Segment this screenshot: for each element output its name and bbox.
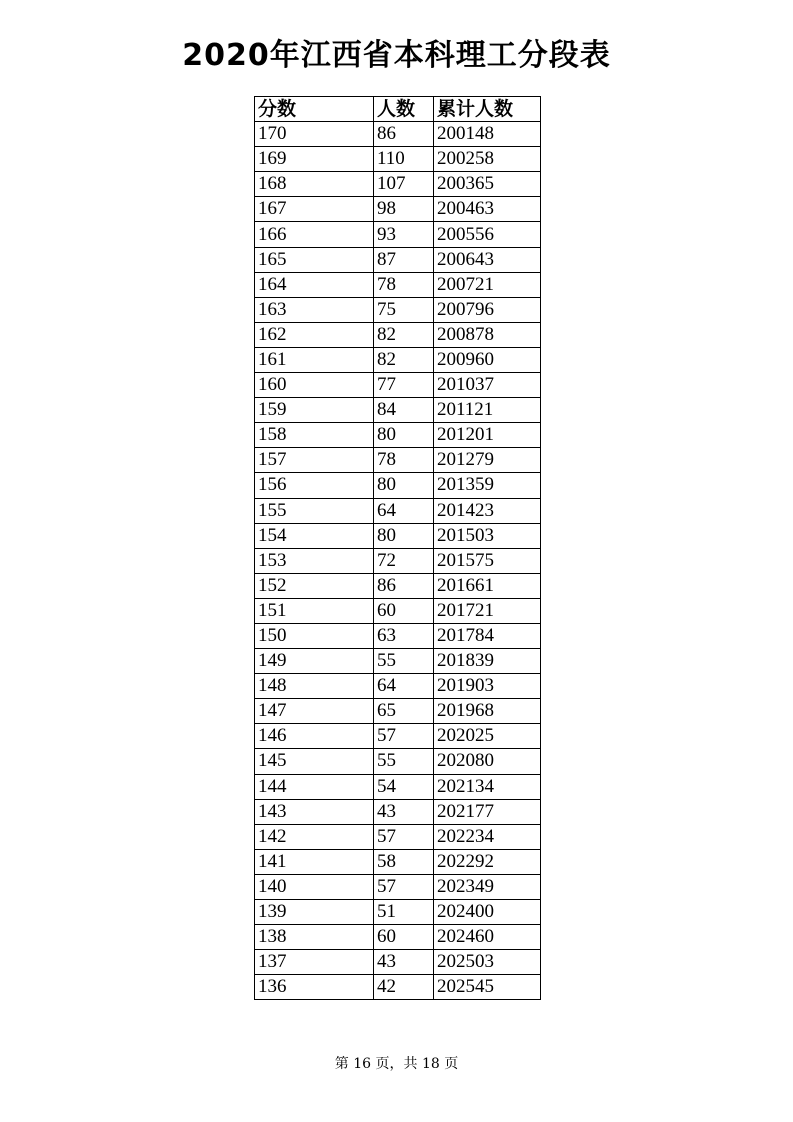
table-row bbox=[255, 799, 541, 824]
cell-score: 139 bbox=[255, 900, 374, 925]
cell-score: 152 bbox=[255, 573, 374, 598]
cell-score: 146 bbox=[255, 724, 374, 749]
cell-cumulative: 200878 bbox=[434, 322, 541, 347]
cell-count: 57 bbox=[374, 874, 434, 899]
table-row bbox=[255, 523, 541, 548]
table-row bbox=[255, 172, 541, 197]
table-row bbox=[255, 498, 541, 523]
cell-cumulative: 202460 bbox=[434, 925, 541, 950]
cell-count: 110 bbox=[374, 147, 434, 172]
cell-cumulative: 200796 bbox=[434, 297, 541, 322]
cell-cumulative: 202400 bbox=[434, 900, 541, 925]
cell-cumulative: 201503 bbox=[434, 523, 541, 548]
table-row bbox=[255, 272, 541, 297]
table-row bbox=[255, 774, 541, 799]
cell-score: 154 bbox=[255, 523, 374, 548]
cell-cumulative: 201903 bbox=[434, 674, 541, 699]
cell-score: 156 bbox=[255, 473, 374, 498]
table-row bbox=[255, 473, 541, 498]
table-row bbox=[255, 573, 541, 598]
cell-score: 138 bbox=[255, 925, 374, 950]
table-row bbox=[255, 122, 541, 147]
cell-cumulative: 202349 bbox=[434, 874, 541, 899]
cell-cumulative: 200960 bbox=[434, 347, 541, 372]
table-row bbox=[255, 849, 541, 874]
cell-score: 145 bbox=[255, 749, 374, 774]
table-row bbox=[255, 197, 541, 222]
table-row bbox=[255, 623, 541, 648]
table-row bbox=[255, 222, 541, 247]
cell-count: 93 bbox=[374, 222, 434, 247]
cell-score: 151 bbox=[255, 598, 374, 623]
cell-count: 86 bbox=[374, 573, 434, 598]
page-footer: 第 16 页，共 18 页 bbox=[334, 1056, 459, 1072]
table-row bbox=[255, 674, 541, 699]
table-row bbox=[255, 247, 541, 272]
cell-score: 164 bbox=[255, 272, 374, 297]
cell-score: 169 bbox=[255, 147, 374, 172]
cell-count: 55 bbox=[374, 749, 434, 774]
cell-count: 51 bbox=[374, 900, 434, 925]
column-header-score: 分数 bbox=[255, 97, 374, 122]
cell-score: 159 bbox=[255, 398, 374, 423]
cell-cumulative: 200365 bbox=[434, 172, 541, 197]
cell-count: 43 bbox=[374, 950, 434, 975]
cell-count: 87 bbox=[374, 247, 434, 272]
cell-cumulative: 201423 bbox=[434, 498, 541, 523]
cell-cumulative: 202545 bbox=[434, 975, 541, 1000]
column-header-count: 人数 bbox=[374, 97, 434, 122]
cell-cumulative: 201721 bbox=[434, 598, 541, 623]
cell-count: 60 bbox=[374, 598, 434, 623]
table-row bbox=[255, 925, 541, 950]
cell-count: 65 bbox=[374, 699, 434, 724]
cell-score: 167 bbox=[255, 197, 374, 222]
cell-cumulative: 202234 bbox=[434, 824, 541, 849]
cell-score: 155 bbox=[255, 498, 374, 523]
cell-cumulative: 202177 bbox=[434, 799, 541, 824]
table-row bbox=[255, 824, 541, 849]
cell-cumulative: 201968 bbox=[434, 699, 541, 724]
cell-count: 82 bbox=[374, 347, 434, 372]
cell-count: 57 bbox=[374, 824, 434, 849]
cell-cumulative: 202292 bbox=[434, 849, 541, 874]
cell-count: 80 bbox=[374, 423, 434, 448]
table-row bbox=[255, 724, 541, 749]
cell-count: 54 bbox=[374, 774, 434, 799]
cell-count: 80 bbox=[374, 523, 434, 548]
cell-score: 148 bbox=[255, 674, 374, 699]
table-row bbox=[255, 900, 541, 925]
cell-score: 166 bbox=[255, 222, 374, 247]
cell-count: 107 bbox=[374, 172, 434, 197]
cell-cumulative: 201201 bbox=[434, 423, 541, 448]
page-title: 2020年江西省本科理工分段表 bbox=[182, 38, 611, 73]
cell-count: 60 bbox=[374, 925, 434, 950]
cell-cumulative: 200463 bbox=[434, 197, 541, 222]
table-row bbox=[255, 749, 541, 774]
cell-score: 140 bbox=[255, 874, 374, 899]
cell-count: 55 bbox=[374, 649, 434, 674]
cell-score: 141 bbox=[255, 849, 374, 874]
score-distribution-table bbox=[254, 96, 541, 1000]
cell-cumulative: 202134 bbox=[434, 774, 541, 799]
table-header-row bbox=[255, 97, 541, 122]
cell-count: 84 bbox=[374, 398, 434, 423]
table-row bbox=[255, 649, 541, 674]
table-body bbox=[255, 122, 541, 1000]
cell-count: 77 bbox=[374, 373, 434, 398]
cell-score: 158 bbox=[255, 423, 374, 448]
cell-cumulative: 201121 bbox=[434, 398, 541, 423]
cell-score: 142 bbox=[255, 824, 374, 849]
cell-count: 63 bbox=[374, 623, 434, 648]
cell-score: 161 bbox=[255, 347, 374, 372]
cell-score: 147 bbox=[255, 699, 374, 724]
cell-cumulative: 200643 bbox=[434, 247, 541, 272]
column-header-cumulative: 累计人数 bbox=[434, 97, 541, 122]
cell-count: 58 bbox=[374, 849, 434, 874]
cell-cumulative: 201575 bbox=[434, 548, 541, 573]
table-row bbox=[255, 874, 541, 899]
cell-score: 153 bbox=[255, 548, 374, 573]
table-row bbox=[255, 975, 541, 1000]
cell-cumulative: 200556 bbox=[434, 222, 541, 247]
cell-score: 137 bbox=[255, 950, 374, 975]
cell-cumulative: 202025 bbox=[434, 724, 541, 749]
cell-cumulative: 201784 bbox=[434, 623, 541, 648]
cell-count: 82 bbox=[374, 322, 434, 347]
cell-cumulative: 201839 bbox=[434, 649, 541, 674]
table-row bbox=[255, 448, 541, 473]
cell-score: 162 bbox=[255, 322, 374, 347]
cell-cumulative: 201037 bbox=[434, 373, 541, 398]
cell-score: 143 bbox=[255, 799, 374, 824]
cell-score: 136 bbox=[255, 975, 374, 1000]
table-row bbox=[255, 598, 541, 623]
cell-score: 150 bbox=[255, 623, 374, 648]
table-row bbox=[255, 347, 541, 372]
cell-cumulative: 201279 bbox=[434, 448, 541, 473]
table-row bbox=[255, 297, 541, 322]
cell-score: 160 bbox=[255, 373, 374, 398]
cell-count: 80 bbox=[374, 473, 434, 498]
cell-score: 149 bbox=[255, 649, 374, 674]
cell-score: 144 bbox=[255, 774, 374, 799]
table-row bbox=[255, 423, 541, 448]
cell-count: 57 bbox=[374, 724, 434, 749]
cell-count: 86 bbox=[374, 122, 434, 147]
cell-count: 78 bbox=[374, 272, 434, 297]
table-row bbox=[255, 699, 541, 724]
cell-cumulative: 200721 bbox=[434, 272, 541, 297]
cell-cumulative: 201359 bbox=[434, 473, 541, 498]
cell-cumulative: 202080 bbox=[434, 749, 541, 774]
table-row bbox=[255, 322, 541, 347]
cell-cumulative: 201661 bbox=[434, 573, 541, 598]
cell-score: 170 bbox=[255, 122, 374, 147]
cell-count: 64 bbox=[374, 498, 434, 523]
cell-count: 98 bbox=[374, 197, 434, 222]
cell-cumulative: 202503 bbox=[434, 950, 541, 975]
cell-count: 42 bbox=[374, 975, 434, 1000]
cell-score: 163 bbox=[255, 297, 374, 322]
cell-count: 43 bbox=[374, 799, 434, 824]
cell-count: 72 bbox=[374, 548, 434, 573]
cell-cumulative: 200148 bbox=[434, 122, 541, 147]
cell-cumulative: 200258 bbox=[434, 147, 541, 172]
cell-score: 157 bbox=[255, 448, 374, 473]
table-row bbox=[255, 147, 541, 172]
table-row bbox=[255, 398, 541, 423]
cell-score: 165 bbox=[255, 247, 374, 272]
cell-count: 78 bbox=[374, 448, 434, 473]
cell-count: 64 bbox=[374, 674, 434, 699]
cell-count: 75 bbox=[374, 297, 434, 322]
table-row bbox=[255, 950, 541, 975]
table-row bbox=[255, 548, 541, 573]
table-row bbox=[255, 373, 541, 398]
cell-score: 168 bbox=[255, 172, 374, 197]
